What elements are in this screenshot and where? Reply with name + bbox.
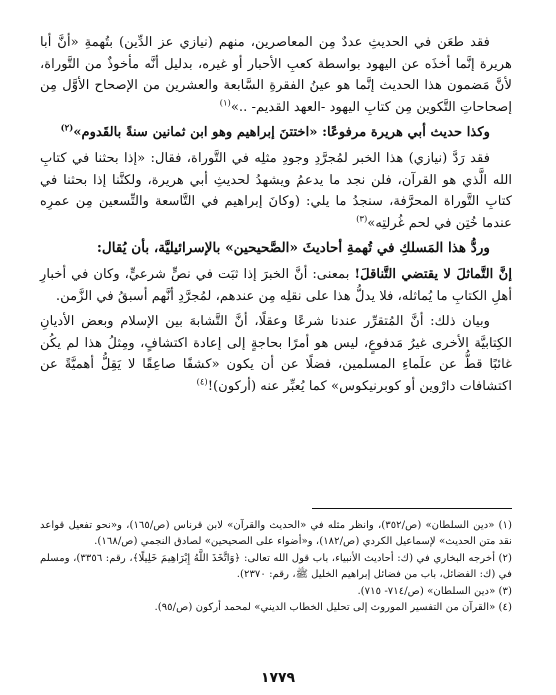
rebuttal-lead: إنَّ التَّماثلَ لا يقتضي التَّناقلَ! bbox=[354, 266, 512, 282]
paragraph-1-text: فقد طعَن في الحديثِ عددٌ مِن المعاصرين، منهم (نيازي عز الدِّين) بتُهمةِ «أنَّ أبا هريرة إنَّما أخذَه عن اليهود بواسطة كعبِ الأحبار أو غيره، بدليل أنَّه مأخوذٌ من التَّوراة، لأنَّ مَضمون هذا الحديث إنَّما هو عينُ الفقرةِ السَّابعة والعشرين من الإصحاح الأوَّل مِن إصحاحاتِ التَّكوين مِن كتابِ اليهود -العهد القديم- ..» bbox=[40, 35, 512, 115]
footnote-ref-4: (٤) bbox=[196, 377, 208, 388]
paragraph-3 bbox=[40, 148, 512, 234]
footnote-divider bbox=[312, 508, 512, 509]
paragraph-closing bbox=[40, 311, 512, 397]
paragraph-2 bbox=[40, 122, 512, 144]
paragraph-3-text: فقد رَدَّ (نيازي) هذا الخبر لمُجرَّدِ وجودِ مثلِه في التَّوراة، فقال: «إذا بحثنا في كتابِ الله الَّذي هو القرآن، فلن نجد ما يدعمُ ويشهدُ لحديثِ أبي هريرة، ولكنَّنا إذا بحثنا في كتابِ التَّوراة المحرَّفة، سنجدُ ما يلي: (وكانَ إبراهيم في التَّاسعة والتِّسعين مِن عمرِه عندما خُتِن في لحم غُرلتِه» bbox=[40, 150, 512, 231]
rebuttal-paragraph bbox=[40, 264, 512, 307]
footnote-3: (٣) «دين السلطان» (ص/٧١٤- ٧١٥). bbox=[357, 585, 512, 597]
paragraph-1 bbox=[40, 32, 512, 118]
footnote-ref-1: (١) bbox=[219, 98, 231, 109]
page-number: ١٧٧٩ bbox=[260, 670, 296, 686]
footnote-ref-2: (٢) bbox=[60, 123, 74, 134]
footnote-ref-3: (٣) bbox=[356, 214, 368, 225]
footnotes bbox=[40, 518, 512, 616]
footnote-1: (١) «دين السلطان» (ص/٣٥٢)، وانظر مثله في «الحديث والقرآن» لابن قرناس (ص/١٦٥)، و«نحو تفعيل قواعد نقد متن الحديث» لإسماعيل الكردي (ص/١٨٢)، و«أضواء على الصحيحين» لصادق النجمي (ص/١٦٨). bbox=[40, 520, 513, 548]
section-heading: وردُّ هذا المَسلكِ في تُهمةِ أحاديثَ «الصَّحيحين» بالإسرائيليَّة، بأن يُقال: bbox=[96, 240, 490, 257]
footnote-4: (٤) «القرآن من التفسير الموروث إلى تحليل الخطاب الديني» لمحمد أركون (ص/٩٥). bbox=[154, 602, 512, 614]
rebuttal-text: بمعنى: أنَّ الخبرَ إذا ثبَت في نصٍّ شرعيٍّ، وكان في أخبارِ أهلِ الكتابِ ما يُماثله، فلا يدلُّ هذا على نقلِه مِن عندهم، لمُجرَّدِ أنَّهم أسبقُ في الزَّمن. bbox=[40, 266, 512, 304]
footnote-2: (٢) أخرجه البخاري في (ك: أحاديث الأنبياء، باب قول الله تعالى: ﴿وَاتَّخَذَ اللَّهُ إِبْرَاهِيمَ خَلِيلًا﴾، رقم: ٣٣٥٦)، ومسلم في (ك: الفضائل، باب من فضائل إبراهيم الخليل ﷺ، رقم: ٢٣٧٠). bbox=[40, 552, 512, 581]
closing-text: وبيان ذلك: أنَّ المُتقرِّر عندنا شرعًا وعقلًا، أنَّ التَّشابهَ بين الإسلام وبعض الأديانِ الكِتابيَّة الأخرى غيرُ مَدفوعٍ، ليس هو أمرًا بحاجةٍ إلى إعادة اكتشافٍ، ومِثلُ هذا لم يكُن غائبًا قطُّ عن علَماءِ المسلمين، فضلًا عن أن يكون «كشفًا صاعِقًا لا يَقِلُّ أهميَّةً عن اكتشافات دارْوين أو كوبرنيكوس» كما يُعبِّر عنه (أركون)! bbox=[40, 314, 512, 394]
main-text bbox=[40, 32, 512, 398]
paragraph-2-text: وكذا حديث أبي هريرة مرفوعًا: «اختتنَ إبراهيم وهو ابن ثمانين سنةً بالقَدوم» bbox=[73, 125, 490, 141]
